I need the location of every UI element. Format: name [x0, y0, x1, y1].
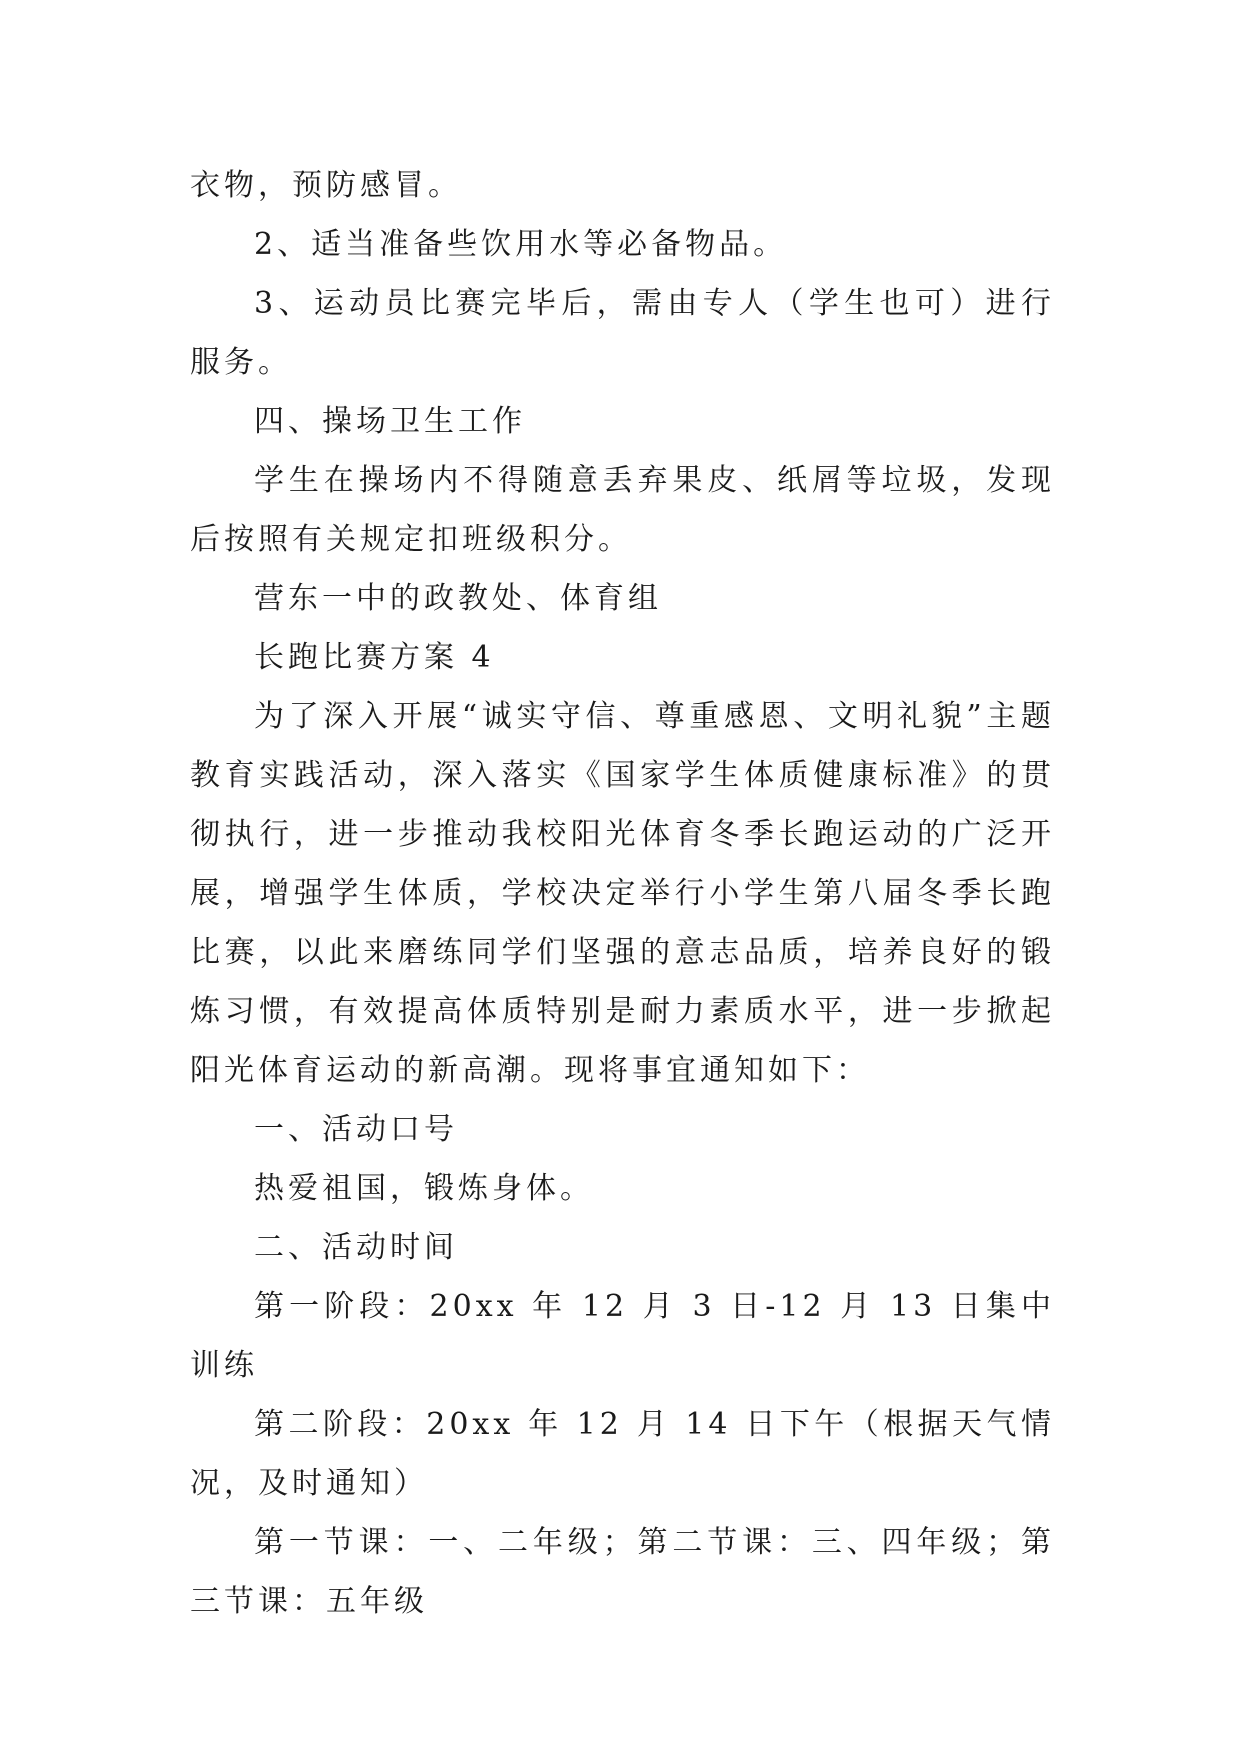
paragraph-item-2: 2、适当准备些饮用水等必备物品。	[254, 227, 788, 262]
section-heading-4: 四、操场卫生工作	[254, 404, 526, 439]
paragraph-stage-1: 第一阶段：20xx 年 12 月 3 日-12 月 13 日集中训练	[190, 1289, 1055, 1383]
paragraph-schedule: 第一节课：一、二年级；第二节课：三、四年级；第三节课：五年级	[190, 1525, 1055, 1619]
paragraph-stage-2: 第二阶段：20xx 年 12 月 14 日下午（根据天气情况，及时通知）	[190, 1407, 1055, 1501]
paragraph-intro: 为了深入开展“诚实守信、尊重感恩、文明礼貌”主题教育实践活动，深入落实《国家学生体质健康标准》的贯彻执行，进一步推动我校阳光体育冬季长跑运动的广泛开展，增强学生体质，学校决定举行小学生第八届冬季长跑比赛，以此来磨练同学们坚强的意志品质，培养良好的锻炼习惯，有效提高体质特别是耐力素质水平，进一步掀起阳光体育运动的新高潮。现将事宜通知如下：	[190, 699, 1055, 1088]
paragraph-slogan: 热爱祖国，锻炼身体。	[254, 1171, 594, 1206]
section-heading-time: 二、活动时间	[254, 1230, 458, 1265]
document-body	[190, 156, 1055, 1631]
paragraph-continuation: 衣物，预防感冒。	[190, 168, 462, 203]
paragraph-item-3: 3、运动员比赛完毕后，需由专人（学生也可）进行服务。	[190, 286, 1055, 380]
paragraph-hygiene: 学生在操场内不得随意丢弃果皮、纸屑等垃圾，发现后按照有关规定扣班级积分。	[190, 463, 1055, 557]
section-heading-slogan: 一、活动口号	[254, 1112, 458, 1147]
document-title-plan-4: 长跑比赛方案 4	[254, 640, 495, 675]
paragraph-signature: 营东一中的政教处、体育组	[254, 581, 662, 616]
